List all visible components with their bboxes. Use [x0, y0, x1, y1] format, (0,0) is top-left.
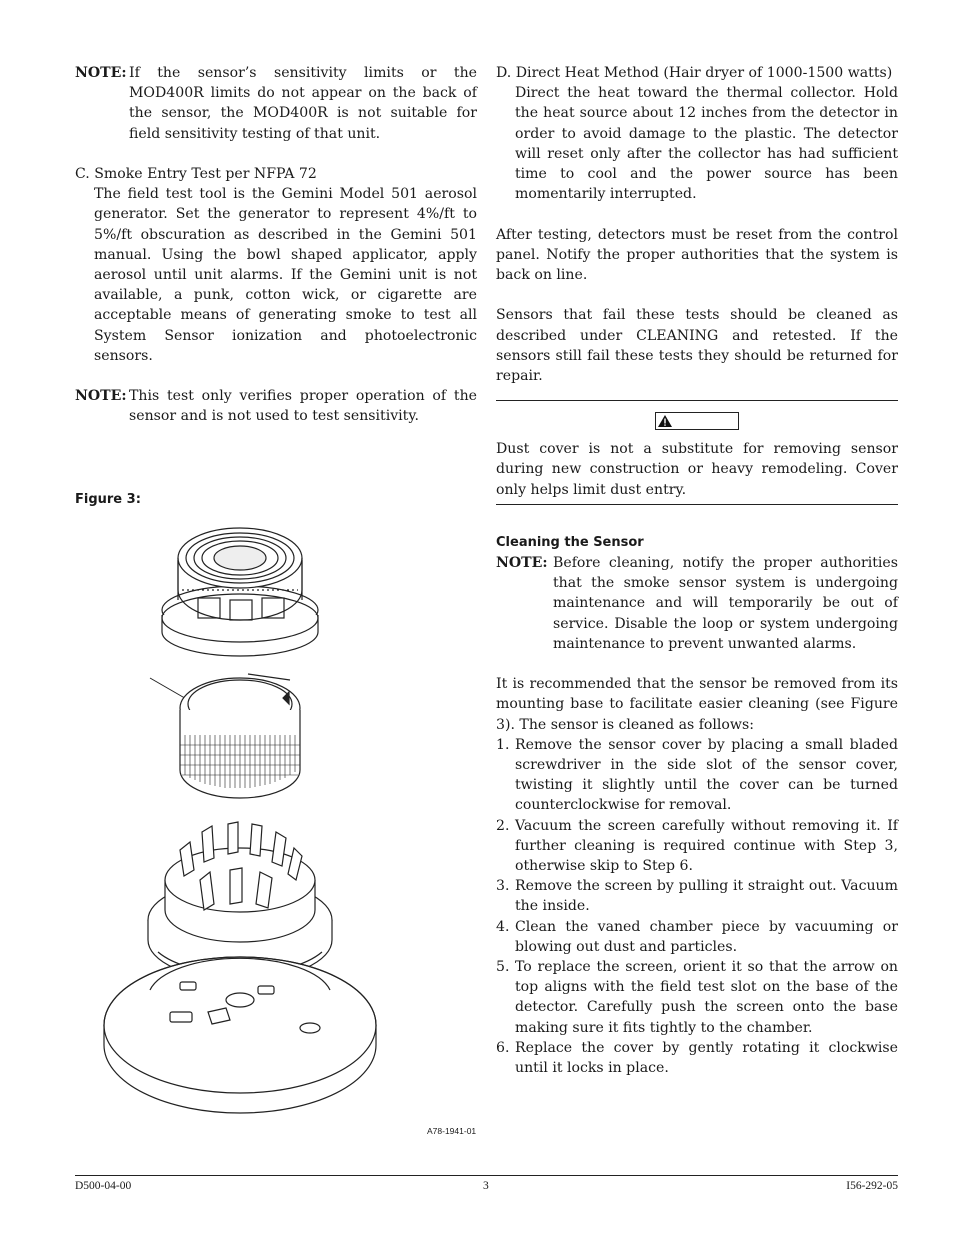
list-item: 4. Clean the vaned chamber piece by vacuuming or blowing out dust and particles. — [496, 918, 898, 955]
note-sensitivity-limits — [75, 63, 477, 144]
note-text: Before cleaning, notify the proper authorities that the smoke sensor system is undergoing maintenance and will temporarily be out of service. Disable the loop or system undergoing maintenance to prevent unwanted alarms. — [553, 555, 898, 652]
left-column — [75, 63, 477, 427]
footer-document-code: D500-04-00 — [75, 1180, 132, 1192]
detector-exploded-figure — [90, 520, 390, 1120]
section-text: Direct the heat toward the thermal collector. Hold the heat source about 12 inches from the detector in order to avoid damage to the plastic. The detector will reset only after the collector has had sufficient time to cool and the power source has been momentarily interrupted. — [515, 85, 898, 203]
note-cleaning — [496, 553, 898, 654]
note-label: NOTE: — [75, 65, 127, 81]
failed-tests-paragraph: Sensors that fail these tests should be cleaned as described under CLEANING and retested. If the sensors still fail these tests they should be returned for repair. — [496, 307, 898, 385]
figure-code: A78-1941-01 — [427, 1126, 477, 1136]
warning-top-rule — [496, 400, 898, 401]
note-text: This test only verifies proper operation of the sensor and is not used to test sensitivity. — [129, 388, 477, 425]
warning-triangle-icon — [658, 415, 672, 427]
vaned-chamber-drawing — [148, 822, 332, 980]
note-test-verification — [75, 386, 477, 426]
section-smoke-entry-test — [75, 164, 477, 366]
section-heading: D. Direct Heat Method (Hair dryer of 1000-1500 watts) — [496, 65, 893, 81]
footer-part-number: I56-292-05 — [846, 1180, 898, 1192]
note-text: If the sensor’s sensitivity limits or the MOD400R limits do not appear on the back of the sensor, the MOD400R is not suitable for field sensitivity testing of that unit. — [129, 65, 477, 142]
section-direct-heat — [496, 63, 898, 204]
warning-label-box — [655, 412, 739, 430]
warning-text: Dust cover is not a substitute for removing sensor during new construction or heavy remodeling. Cover only helps limit dust entry. — [496, 441, 898, 498]
after-testing-paragraph: After testing, detectors must be reset from the control panel. Notify the proper authorities that the system is back on line. — [496, 226, 898, 284]
footer-page-number: 3 — [483, 1180, 489, 1192]
note-label: NOTE: — [496, 555, 548, 572]
section-text: The field test tool is the Gemini Model 501 aerosol generator. Set the generator to represent 4%/ft to 5%/ft obscuration as described in the Gemini 501 manual. Using the bowl shaped applicator, apply aerosol until unit alarms. If the Gemini unit is not available, a punk, cotton wick, or cigarette are acceptable means of generating smoke to test all System Sensor ionization and photoelectronic sensors. — [94, 186, 477, 364]
cleaning-intro: It is recommended that the sensor be removed from its mounting base to facilitate easier cleaning (see Figure 3). The sensor is cleaned as follows: — [496, 676, 898, 733]
list-item: 2. Vacuum the screen carefully without removing it. If further cleaning is required continue with Step 3, otherwise skip to Step 6. — [496, 817, 898, 875]
sensor-screen-drawing — [180, 674, 300, 798]
section-heading: C. Smoke Entry Test per NFPA 72 — [75, 166, 317, 182]
footer-rule — [75, 1175, 898, 1176]
list-item: 5. To replace the screen, orient it so that the arrow on top aligns with the field test slot on the base of the detector. Carefully push the screen onto the base making sure it fits tightly to the chamber. — [496, 959, 898, 1036]
list-item: 6. Replace the cover by gently rotating it clockwise until it locks in place. — [496, 1039, 898, 1077]
cleaning-heading: Cleaning the Sensor — [496, 534, 644, 550]
right-column — [496, 63, 898, 1078]
list-item: 3. Remove the screen by pulling it straight out. Vacuum the inside. — [496, 878, 898, 915]
note-label: NOTE: — [75, 388, 127, 405]
figure-label: Figure 3: — [75, 492, 141, 507]
sensor-cover-drawing — [162, 528, 318, 656]
cleaning-steps-list — [496, 735, 898, 1078]
list-item: 1. Remove the sensor cover by placing a small bladed screwdriver in the side slot of the sensor cover, twisting it slightly until the cover can be turned counterclockwise for removal. — [496, 736, 898, 814]
mounting-base-drawing — [104, 957, 376, 1113]
